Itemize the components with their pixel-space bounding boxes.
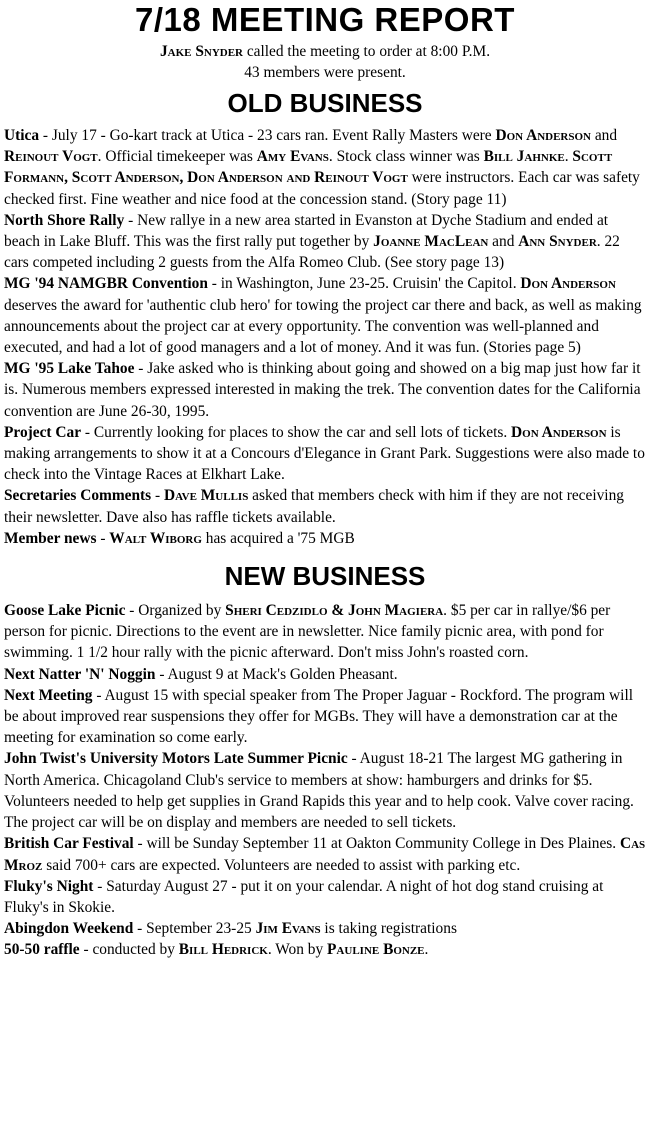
- item-namgbr-convention: MG '94 NAMGBR Convention - in Washington, June 23-25. Cruisin' the Capitol. Don Anderson deserves the award for 'authentic club hero' for towing the project car there and back, as well as making announcements about the project car at every opportunity. The convention was well-planned and executed, and had a lot of good managers and a lot of money. And it was fun. (Stories page 5): [4, 275, 642, 357]
- item-british-car-festival: British Car Festival - will be Sunday September 11 at Oakton Community College in Des Plaines. Cas Mroz said 700+ cars are expected. Volunteers are needed to assist with parking etc.: [4, 835, 646, 874]
- person-name: Jim Evans: [255, 920, 321, 938]
- person-name: Reinout Vogt: [4, 148, 98, 166]
- item-utica: Utica - July 17 - Go-kart track at Utica - 23 cars ran. Event Rally Masters were Don Anderson and Reinout Vogt. Official timekeeper was Amy Evans. Stock class winner was Bill Jahnke. Scott Formann, Scott Anderson, Don Anderson and Reinout Vogt were instructors. Each car was safety checked first. Fine weather and nice food at the concession stand. (Story page 11): [4, 127, 640, 208]
- item-raffle: 50-50 raffle - conducted by Bill Hedrick. Won by Pauline Bonze.: [4, 941, 429, 959]
- intro-line-1: Jake Snyder called the meeting to order at 8:00 P.M.: [159, 43, 491, 60]
- item-secretaries-comments: Secretaries Comments - Dave Mullis asked that members check with him if they are not receiving their newsletter. Dave also has raffle tickets available.: [4, 487, 624, 526]
- item-member-news: Member news - Walt Wiborg has acquired a '75 MGB: [4, 529, 355, 547]
- item-heading: John Twist's University Motors Late Summer Picnic: [4, 750, 348, 768]
- item-abingdon-weekend: Abingdon Weekend - September 23-25 Jim Evans is taking registrations: [4, 920, 457, 938]
- item-next-natter: Next Natter 'N' Noggin - August 9 at Mack's Golden Pheasant.: [4, 665, 398, 683]
- item-lake-tahoe: MG '95 Lake Tahoe - Jake asked who is thinking about going and showed on a big map just how far it is. Numerous members expressed interested in making the trek. The convention dates for the California convention are June 26-30, 1995.: [4, 360, 641, 420]
- person-name: Joanne MacLean: [373, 233, 489, 251]
- person-name: Ann Snyder: [518, 233, 597, 251]
- item-heading: Utica: [4, 127, 40, 144]
- item-heading: MG '94 NAMGBR Convention: [4, 275, 208, 293]
- person-name: Cas Mroz: [4, 835, 646, 874]
- person-name: Don Anderson: [520, 275, 616, 293]
- item-heading: Abingdon Weekend: [4, 920, 134, 938]
- item-summer-picnic: John Twist's University Motors Late Summer Picnic - August 18-21 The largest MG gathering in North America. Chicagoland Club's service to members at show: hamburgers and drinks for $5. Volunteers needed to help get supplies in Grand Rapids this year and to help cook. Valve cover racing. The project car will be on display and members are needed to sell tickets.: [4, 750, 634, 832]
- item-heading: Next Meeting: [4, 686, 93, 704]
- item-heading: 50-50 raffle: [4, 941, 80, 959]
- item-next-meeting: Next Meeting - August 15 with special speaker from The Proper Jaguar - Rockford. The program will be about improved rear suspensions they offer for MGBs. They will have a demonstration car at the meeting for examination so come early.: [4, 686, 634, 747]
- item-heading: Member news: [4, 529, 97, 547]
- intro-line-2: 43 members were present.: [244, 64, 406, 81]
- person-name: Scott Formann, Scott Anderson, Don Anderson and Reinout Vogt: [4, 148, 613, 187]
- item-heading: MG '95 Lake Tahoe: [4, 360, 135, 378]
- person-name: Dave Mullis: [164, 487, 249, 505]
- person-name: Sheri Cedzidlo & John Magiera: [225, 602, 444, 620]
- chair-name: Jake Snyder: [159, 43, 243, 60]
- item-flukys-night: Fluky's Night - Saturday August 27 - put it on your calendar. A night of hot dog stand cruising at Fluky's in Skokie.: [4, 877, 604, 916]
- item-north-shore-rally: North Shore Rally - New rallye in a new area started in Evanston at Dyche Stadium and ended at beach in Lake Bluff. This was the first rally put together by Joanne MacLean and Ann Snyder. 22 cars competed including 2 guests from the Alfa Romeo Club. (See story page 13): [4, 211, 620, 272]
- person-name: Pauline Bonze: [327, 941, 425, 959]
- person-name: Walt Wiborg: [109, 529, 202, 547]
- item-heading: North Shore Rally: [4, 211, 125, 229]
- item-heading: Secretaries Comments: [4, 487, 152, 505]
- new-business-heading: NEW BUSINESS: [224, 561, 426, 592]
- item-heading: Fluky's Night: [4, 877, 94, 895]
- person-name: Don Anderson: [495, 127, 591, 144]
- person-name: Bill Jahnke: [483, 148, 565, 166]
- item-heading: Goose Lake Picnic: [4, 602, 126, 620]
- old-business-heading: OLD BUSINESS: [227, 88, 423, 118]
- item-project-car: Project Car - Currently looking for places to show the car and sell lots of tickets. Don Anderson is making arrangements to show it at a Concours d'Elegance in Grant Park. Suggestions were also made to check into the Vintage Races at Elkhart Lake.: [4, 423, 645, 484]
- person-name: Don Anderson: [511, 423, 607, 441]
- report-title: 7/18 MEETING REPORT: [135, 1, 515, 38]
- item-heading: British Car Festival: [4, 835, 134, 853]
- item-heading: Project Car: [4, 423, 82, 441]
- item-heading: Next Natter 'N' Noggin: [4, 665, 156, 683]
- person-name: Bill Hedrick: [178, 941, 268, 959]
- item-goose-lake-picnic: Goose Lake Picnic - Organized by Sheri Cedzidlo & John Magiera. $5 per car in rallye/$6 per person for picnic. Directions to the event are in newsletter. Nice family picnic area, with pond for swimming. 1 1/2 hour rally with the picnic afterward. Don't miss John's roasted corn.: [4, 602, 611, 662]
- person-name: Amy Evans: [256, 148, 329, 166]
